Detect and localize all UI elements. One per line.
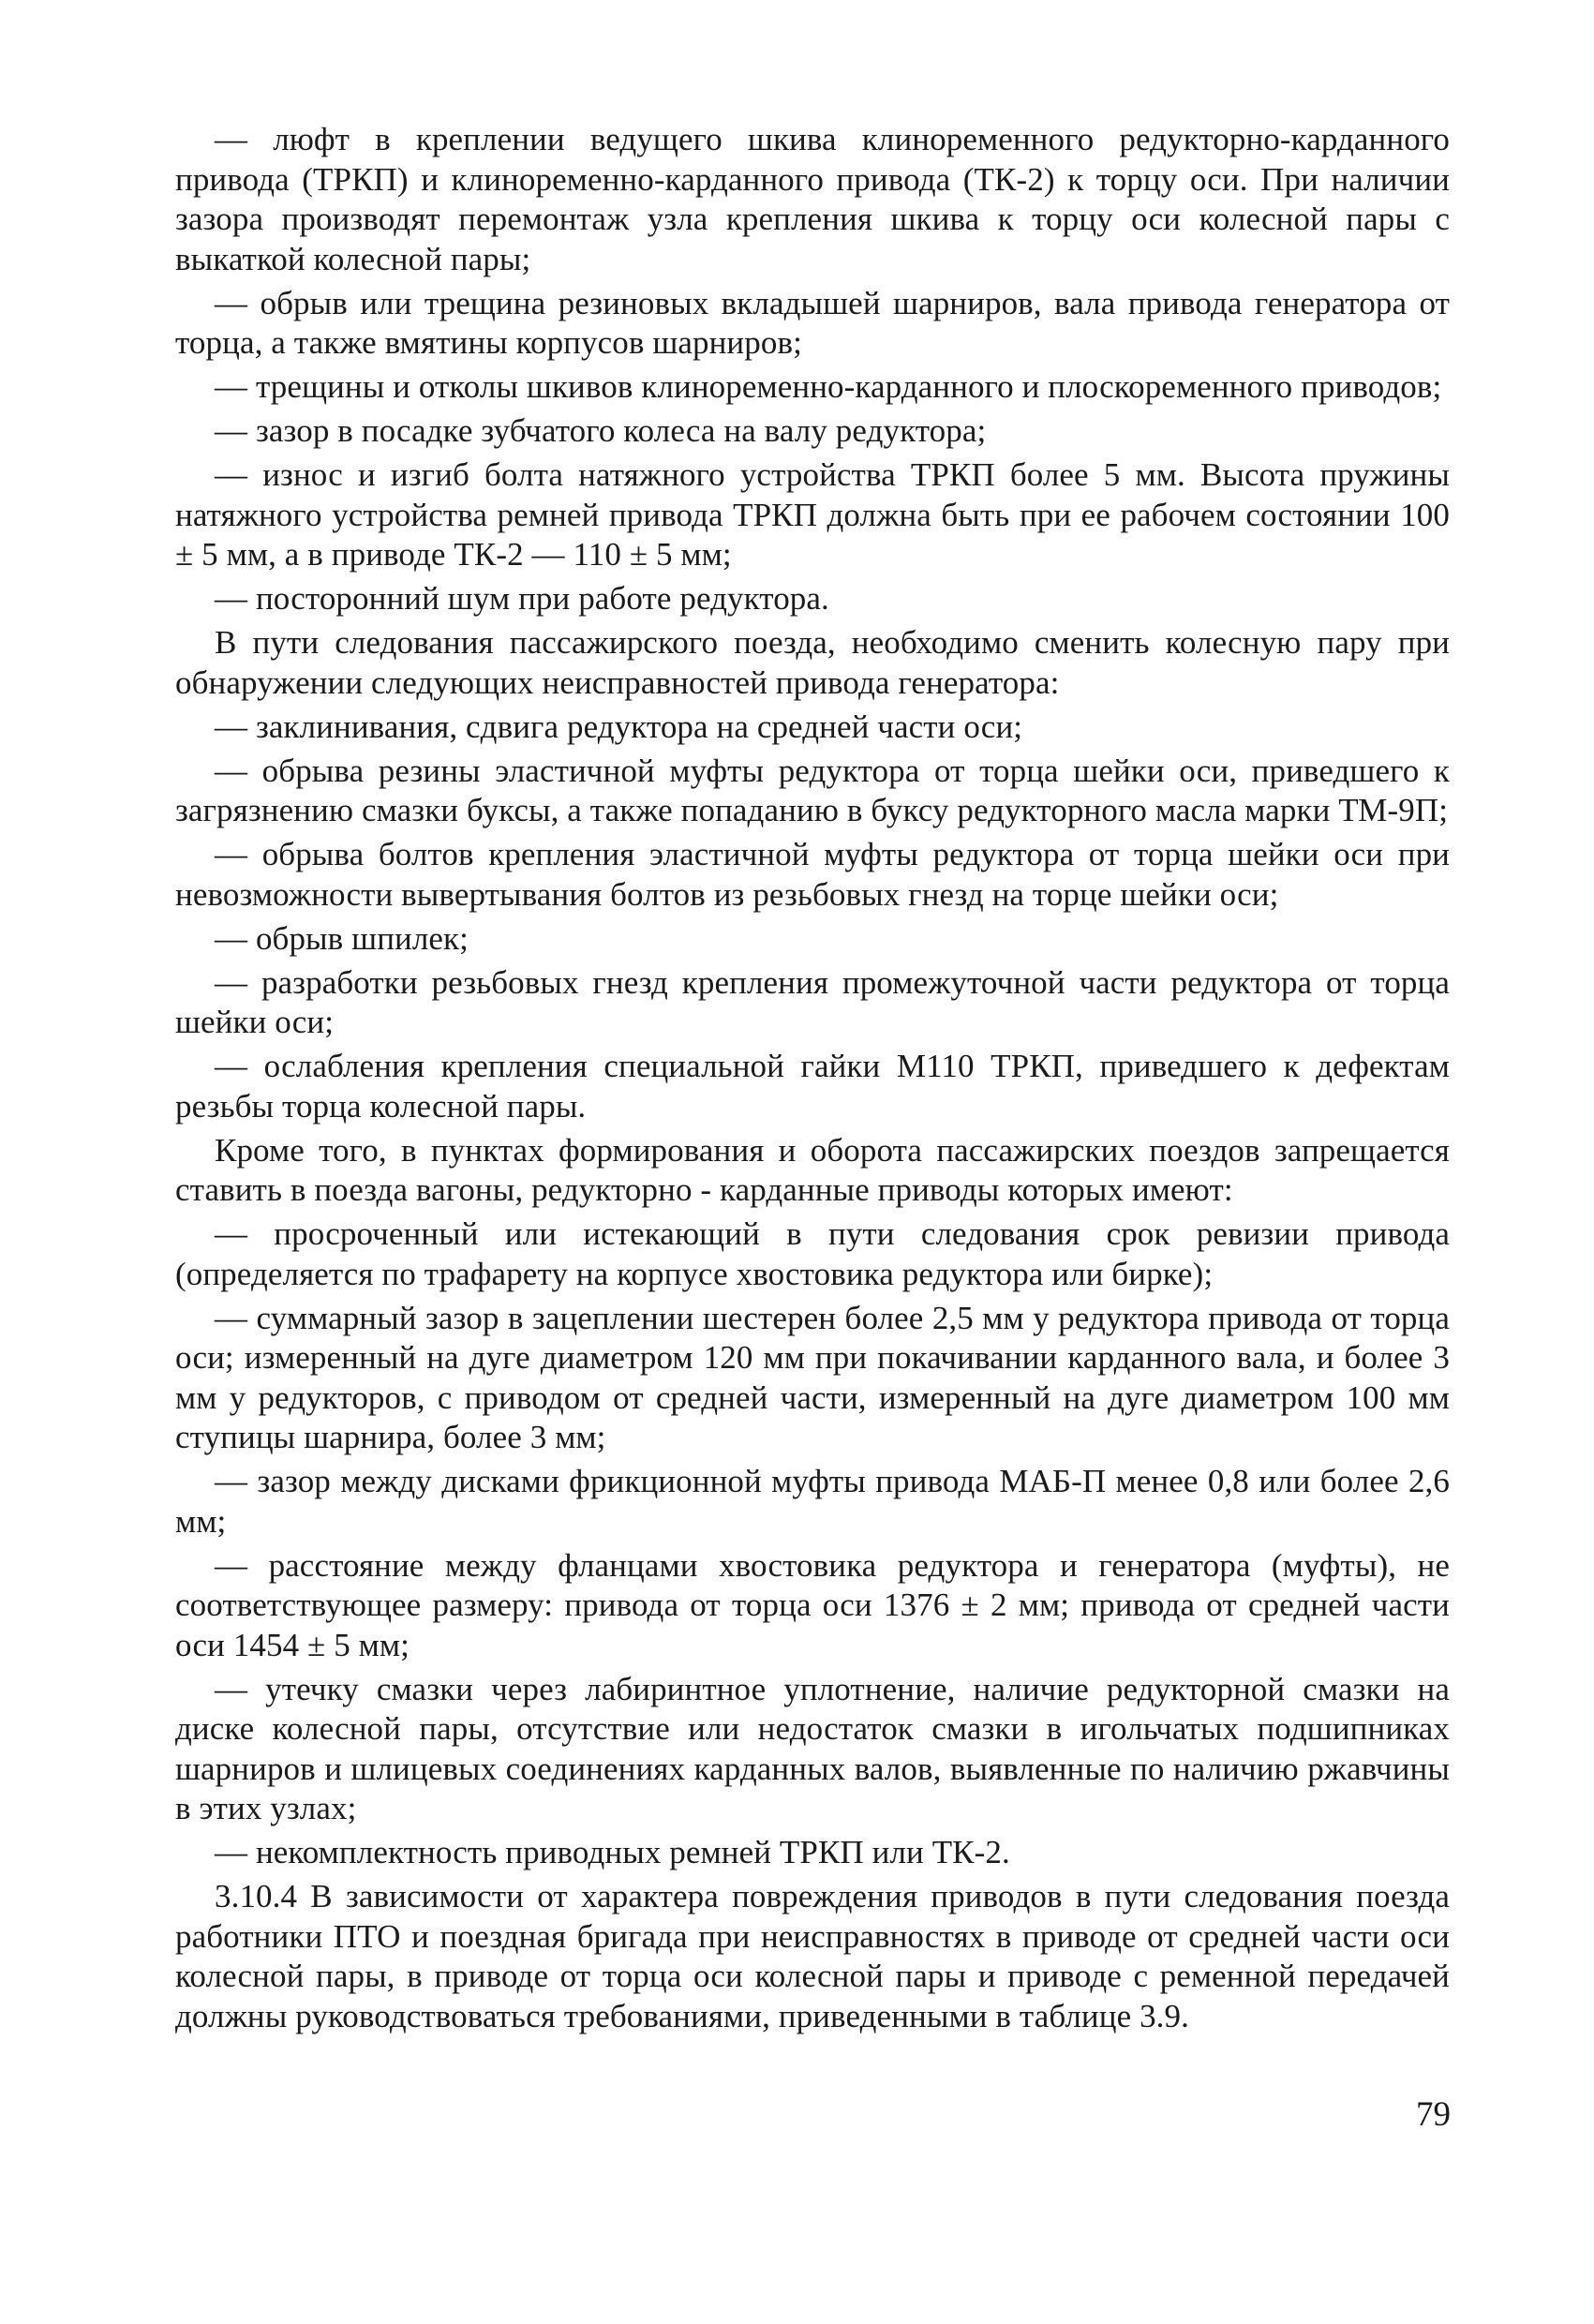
paragraph: — трещины и отколы шкивов клиноременно-карданного и плоскоременного приводов; [215,368,1442,405]
paragraph: — износ и изгиб болта натяжного устройства ТРКП более 5 мм. Высота пружины натяжного устройства ремней привода ТРКП должна быть при ее рабочем состоянии 100 ± 5 мм, а в приводе ТК-2 — 110 ± 5 мм; [175,456,1450,573]
page-number: 79 [1416,2095,1451,2134]
paragraph: — обрыв или трещина резиновых вкладышей шарниров, вала привода генератора от торца, а также вмятины корпусов шарниров; [175,284,1450,361]
paragraph: — обрыва резины эластичной муфты редуктора от торца шейки оси, приведшего к загрязнению смазки буксы, а также попаданию в буксу редукторного масла марки ТМ-9П; [175,752,1450,828]
paragraph: — обрыва болтов крепления эластичной муфты редуктора от торца шейки оси при невозможности вывертывания болтов из резьбовых гнезд на торце шейки оси; [175,836,1450,913]
paragraph: — утечку смазки через лабиринтное уплотнение, наличие редукторной смазки на диске колесной пары, отсутствие или недостаток смазки в игольчатых подшипниках шарниров и шлицевых соединениях карданных валов, выявленные по наличию ржавчины в этих узлах; [175,1670,1450,1826]
paragraph: — ослабления крепления специальной гайки М110 ТРКП, приведшего к дефектам резьбы торца колесной пары. [175,1048,1450,1125]
paragraph: — обрыв шпилек; [215,919,469,957]
paragraph: — суммарный зазор в зацеплении шестерен более 2,5 мм у редуктора привода от торца оси; измеренный на дуге диаметром 120 мм при покачивании карданного вала, и более 3 мм у редукторов, с приводом от средней части, измеренный на дуге диаметром 100 мм ступицы шарнира, более 3 мм; [175,1299,1450,1455]
paragraph: — некомплектность приводных ремней ТРКП или ТК-2. [215,1834,1010,1870]
paragraph: — заклинивания, сдвига редуктора на средней части оси; [215,708,1023,745]
paragraph: — люфт в креплении ведущего шкива клиноременного редукторно-карданного привода (ТРКП) и клиноременно-карданного привода (ТК-2) к торцу оси. При наличии зазора производят перемонтаж узла крепления шкива к торцу оси колесной пары с выкаткой колесной пары; [175,121,1450,277]
paragraph: — посторонний шум при работе редуктора. [215,580,829,617]
paragraph: — просроченный или истекающий в пути следования срок ревизии привода (определяется по трафарету на корпусе хвостовика редуктора или бирке); [175,1215,1450,1292]
body-text [175,120,1450,2041]
paragraph: — зазор между дисками фрикционной муфты привода МАБ-П менее 0,8 или более 2,6 мм; [175,1463,1450,1540]
paragraph: — разработки резьбовых гнезд крепления промежуточной части редуктора от торца шейки оси; [175,963,1450,1040]
paragraph: В пути следования пассажирского поезда, необходимо сменить колесную пару при обнаружении следующих неисправностей привода генератора: [175,624,1450,701]
paragraph: Кроме того, в пунктах формирования и оборота пассажирских поездов запрещается ставить в поезда вагоны, редукторно - карданные приводы которых имеют: [175,1131,1450,1208]
paragraph: — расстояние между фланцами хвостовика редуктора и генератора (муфты), не соответствующее размеру: привода от торца оси 1376 ± 2 мм; привода от средней части оси 1454 ± 5 мм; [175,1546,1450,1663]
paragraph: — зазор в посадке зубчатого колеса на валу редуктора; [215,412,987,449]
paragraph: 3.10.4 В зависимости от характера повреждения приводов в пути следования поезда работники ПТО и поездная бригада при неисправностях в приводе от средней части оси колесной пары, в приводе от торца оси колесной пары и приводе с ременной передачей должны руководствоваться требованиями, приведенными в таблице 3.9. [175,1878,1450,2034]
